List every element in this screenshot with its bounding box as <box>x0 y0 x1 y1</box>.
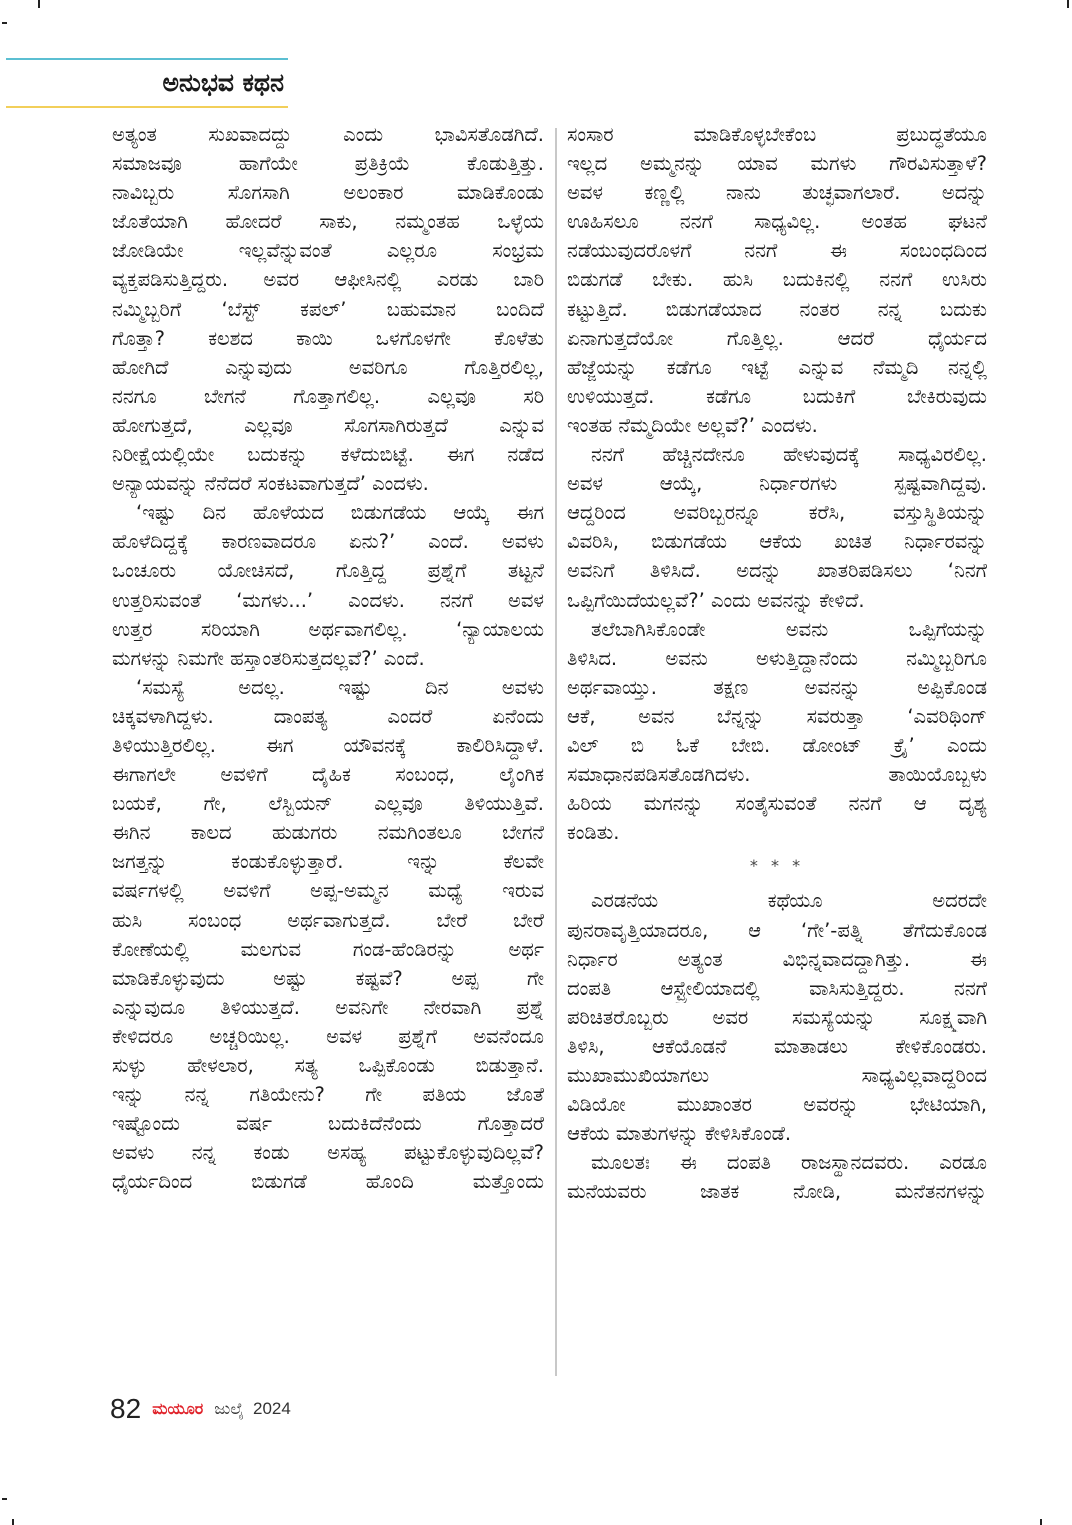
text-line: ‘ಸಮಸ್ಯೆ ಅದಲ್ಲ. ಇಷ್ಟು ದಿನ ಅವಳು <box>136 675 544 699</box>
text-line: ನಡೆಯುವುದರೊಳಗೆ ನನಗೆ ಈ ಸಂಬಂಧದಿಂದ <box>567 239 987 263</box>
text-line: ಅರ್ಥವಾಯ್ತು. ತಕ್ಷಣ ಅವನನ್ನು ಅಪ್ಪಿಕೊಂಡ <box>567 675 987 699</box>
text-line: ಸಮಾಧಾನಪಡಿಸತೊಡಗಿದಳು. ತಾಯಿಯೊಬ್ಬಳು <box>567 763 987 787</box>
section-title: ಅನುಭವ ಕಥನ <box>162 68 284 97</box>
text-line: ಆಕೆ, ಅವನ ಬೆನ್ನನ್ನು ಸವರುತ್ತಾ ‘ಎವರಿಥಿಂಗ್ <box>567 704 987 728</box>
text-line: ಅತ್ಯಂತ ಸುಖವಾದದ್ದು ಎಂದು ಭಾವಿಸತೊಡಗಿದೆ. <box>112 123 544 146</box>
text-line: ಜಗತ್ತನ್ನು ಕಂಡುಕೊಳ್ಳುತ್ತಾರೆ. ಇನ್ನು ಕೆಲವೇ <box>112 850 544 874</box>
right-column-part-2 <box>567 886 987 1206</box>
header-rule-top <box>6 58 288 60</box>
page-footer <box>110 1393 291 1425</box>
section-header <box>6 58 288 108</box>
text-line: ಊಹಿಸಲೂ ನನಗೆ ಸಾಧ್ಯವಿಲ್ಲ. ಅಂತಹ ಘಟನೆ <box>567 210 987 234</box>
text-line: ಚಿಕ್ಕವಳಾಗಿದ್ದಳು. ದಾಂಪತ್ಯ ಎಂದರೆ ಏನೆಂದು <box>112 704 544 728</box>
text-line: ಅವಳು ನನ್ನ ಕಂಡು ಅಸಹ್ಯ ಪಟ್ಟುಕೊಳ್ಳುವುದಿಲ್ಲವೆ? <box>112 1141 544 1165</box>
text-line: ಕಂಡಿತು. <box>567 821 620 845</box>
text-line: ಇನ್ನು ನನ್ನ ಗತಿಯೇನು? ಗೇ ಪತಿಯ ಜೊತೆ <box>112 1083 544 1107</box>
text-line: ಉತ್ತರಿಸುವಂತೆ ‘ಮಗಳು...’ ಎಂದಳು. ನನಗೆ ಅವಳ <box>112 588 544 612</box>
text-line: ಇಂತಹ ನೆಮ್ಮದಿಯೇ ಅಲ್ಲವೆ?’ ಎಂದಳು. <box>567 413 818 437</box>
right-column <box>567 120 987 1206</box>
magazine-name: ಮಯೂರ <box>152 1399 204 1418</box>
text-line: ಮುಖಾಮುಖಿಯಾಗಲು ಸಾಧ್ಯವಿಲ್ಲವಾದ್ದರಿಂದ <box>567 1064 987 1087</box>
text-line: ಮಗಳನ್ನು ನಿಮಗೇ ಹಸ್ತಾಂತರಿಸುತ್ತದಲ್ಲವೆ?’ ಎಂದೆ. <box>112 646 425 670</box>
column-divider <box>555 128 557 1376</box>
text-line: ಮೂಲತಃ ಈ ದಂಪತಿ ರಾಜಸ್ಥಾನದವರು. ಎರಡೂ <box>591 1151 987 1175</box>
text-line: ಕೋಣೆಯಲ್ಲಿ ಮಲಗುವ ಗಂಡ-ಹೆಂಡಿರನ್ನು ಅರ್ಥ <box>112 937 544 961</box>
text-line: ‘ಇಷ್ಟು ದಿನ ಹೊಳೆಯದ ಬಿಡುಗಡೆಯ ಆಯ್ಕೆ ಈಗ <box>136 501 544 525</box>
text-line: ಅವಳ ಕಣ್ಣಲ್ಲಿ ನಾನು ತುಚ್ಛವಾಗಲಾರೆ. ಅದನ್ನು <box>567 181 987 205</box>
text-line: ಸಮಾಜವೂ ಹಾಗೆಯೇ ಪ್ರತಿಕ್ರಿಯೆ ಕೊಡುತ್ತಿತ್ತು. <box>112 152 544 176</box>
text-line: ವಿಲ್ ಬಿ ಓಕೆ ಬೇಬಿ. ಡೋಂಟ್ ಕ್ರೈ’ ಎಂದು <box>567 733 987 757</box>
text-line: ಜೊತೆಯಾಗಿ ಹೋದರೆ ಸಾಕು, ನಮ್ಮಂತಹ ಒಳ್ಳೆಯ <box>112 210 544 234</box>
text-line: ವಿವರಿಸಿ, ಬಿಡುಗಡೆಯ ಆಕೆಯ ಖಚಿತ ನಿರ್ಧಾರವನ್ನು <box>567 530 987 554</box>
text-line: ಜೋಡಿಯೇ ಇಲ್ಲವೆನ್ನುವಂತೆ ಎಲ್ಲರೂ ಸಂಭ್ರಮ <box>112 239 544 263</box>
crop-mark <box>1067 0 1069 8</box>
text-line: ಹೋಗಿದೆ ಎನ್ನುವುದು ಅವರಿಗೂ ಗೊತ್ತಿರಲಿಲ್ಲ, <box>112 355 544 379</box>
left-column <box>112 120 544 1196</box>
text-line: ಕೇಳಿದರೂ ಅಚ್ಚರಿಯಿಲ್ಲ. ಅವಳ ಪ್ರಶ್ನೆಗೆ ಅವನೆಂದೂ <box>112 1024 544 1048</box>
text-line: ಹೆಜ್ಜೆಯನ್ನು ಕಡೆಗೂ ಇಟ್ಟೆ ಎನ್ನುವ ನೆಮ್ಮದಿ ನನ್ನಲ್ಲಿ <box>567 355 987 379</box>
text-line: ಉಳಿಯುತ್ತದೆ. ಕಡೆಗೂ ಬದುಕಿಗೆ ಬೇಕಿರುವುದು <box>567 384 987 408</box>
text-line: ಉತ್ತರ ಸರಿಯಾಗಿ ಅರ್ಥವಾಗಲಿಲ್ಲ. ‘ನ್ಯಾಯಾಲಯ <box>112 617 544 641</box>
text-line: ನಿರ್ಧಾರ ಅತ್ಯಂತ ವಿಭಿನ್ನವಾದದ್ದಾಗಿತ್ತು. ಈ <box>567 947 987 971</box>
crop-mark <box>1040 1519 1042 1525</box>
text-line: ಅವಳ ಆಯ್ಕೆ, ನಿರ್ಧಾರಗಳು ಸ್ಪಷ್ಟವಾಗಿದ್ದವು. <box>567 472 987 496</box>
text-line: ಆದ್ದರಿಂದ ಅವರಿಬ್ಬರನ್ನೂ ಕರೆಸಿ, ವಸ್ತುಸ್ಥಿತಿಯನ್ನು <box>567 501 987 525</box>
text-line: ಬಯಕೆ, ಗೇ, ಲೆಸ್ಬಿಯನ್ ಎಲ್ಲವೂ ತಿಳಿಯುತ್ತಿವೆ. <box>112 792 544 816</box>
text-line: ಬಿಡುಗಡೆ ಬೇಕು. ಹುಸಿ ಬದುಕಿನಲ್ಲಿ ನನಗೆ ಉಸಿರು <box>567 268 987 292</box>
text-line: ಧೈರ್ಯದಿಂದ ಬಿಡುಗಡೆ ಹೊಂದಿ ಮತ್ತೊಂದು <box>112 1170 544 1194</box>
text-line: ವ್ಯಕ್ತಪಡಿಸುತ್ತಿದ್ದರು. ಅವರ ಆಫೀಸಿನಲ್ಲಿ ಎರಡು ಬಾರಿ <box>112 268 544 292</box>
text-line: ಎನ್ನುವುದೂ ತಿಳಿಯುತ್ತದೆ. ಅವನಿಗೇ ನೇರವಾಗಿ ಪ್ರಶ್ನೆ <box>112 995 544 1019</box>
text-line: ಕಟ್ಟುತ್ತಿದೆ. ಬಿಡುಗಡೆಯಾದ ನಂತರ ನನ್ನ ಬದುಕು <box>567 297 987 321</box>
text-line: ವಿಡಿಯೋ ಮುಖಾಂತರ ಅವರನ್ನು ಭೇಟಿಯಾಗಿ, <box>567 1093 987 1117</box>
right-column-part-1 <box>567 120 987 847</box>
text-line: ತಿಳಿಸಿದ. ಅವನು ಅಳುತ್ತಿದ್ದಾನೆಂದು ನಮ್ಮಿಬ್ಬರಿಗೂ <box>567 646 987 670</box>
text-line: ಆಕೆಯ ಮಾತುಗಳನ್ನು ಕೇಳಿಸಿಕೊಂಡೆ. <box>567 1122 792 1146</box>
text-line: ಹಿರಿಯ ಮಗನನ್ನು ಸಂತೈಸುವಂತೆ ನನಗೆ ಆ ದೃಶ್ಯ <box>567 792 987 816</box>
text-line: ತಿಳಿಸಿ, ಆಕೆಯೊಡನೆ ಮಾತಾಡಲು ಕೇಳಿಕೊಂಡರು. <box>567 1034 987 1058</box>
text-line: ವರ್ಷಗಳಲ್ಲಿ ಅವಳಿಗೆ ಅಪ್ಪ-ಅಮ್ಮನ ಮಧ್ಯೆ ಇರುವ <box>112 879 544 903</box>
text-line: ಹೋಗುತ್ತದೆ, ಎಲ್ಲವೂ ಸೊಗಸಾಗಿರುತ್ತದೆ ಎನ್ನುವ <box>112 413 544 437</box>
text-line: ಅನ್ಯಾಯವನ್ನು ನೆನೆದರೆ ಸಂಕಟವಾಗುತ್ತದೆ’ ಎಂದಳು. <box>112 472 429 496</box>
text-line: ನಮ್ಮಿಬ್ಬರಿಗೆ ‘ಬೆಸ್ಟ್ ಕಪಲ್’ ಬಹುಮಾನ ಬಂದಿದೆ <box>112 297 544 321</box>
text-line: ಒಪ್ಪಿಗೆಯಿದೆಯಲ್ಲವೆ?’ ಎಂದು ಅವನನ್ನು ಕೇಳಿದೆ. <box>567 588 865 612</box>
text-line: ಈಗಾಗಲೇ ಅವಳಿಗೆ ದೈಹಿಕ ಸಂಬಂಧ, ಲೈಂಗಿಕ <box>112 763 544 787</box>
issue-month: ಜುಲೈ <box>214 1399 244 1418</box>
text-line: ದಂಪತಿ ಆಸ್ಟ್ರೇಲಿಯಾದಲ್ಲಿ ವಾಸಿಸುತ್ತಿದ್ದರು. ನನಗೆ <box>567 976 987 1000</box>
text-line: ಮನೆಯವರು ಜಾತಕ ನೋಡಿ, ಮನೆತನಗಳನ್ನು <box>567 1180 987 1204</box>
text-line: ಗೊತ್ತಾ? ಕಲಶದ ಕಾಯಿ ಒಳಗೊಳಗೇ ಕೊಳೆತು <box>112 326 544 350</box>
text-line: ಹೊಳೆದಿದ್ದಕ್ಕೆ ಕಾರಣವಾದರೂ ಏನು?’ ಎಂದೆ. ಅವಳು <box>112 530 544 554</box>
header-rule-bottom <box>6 106 288 108</box>
text-line: ಸಂಸಾರ ಮಾಡಿಕೊಳ್ಳಬೇಕೆಂಬ ಪ್ರಬುದ್ಧತೆಯೂ <box>567 123 987 146</box>
text-line: ಏನಾಗುತ್ತದೆಯೋ ಗೊತ್ತಿಲ್ಲ. ಆದರೆ ಧೈರ್ಯದ <box>567 326 987 350</box>
text-line: ತಲೆಬಾಗಿಸಿಕೊಂಡೇ ಅವನು ಒಪ್ಪಿಗೆಯನ್ನು <box>591 617 987 641</box>
text-line: ಮಾಡಿಕೊಳ್ಳುವುದು ಅಷ್ಟು ಕಷ್ಟವೆ? ಅಪ್ಪ ಗೇ <box>112 966 544 990</box>
text-line: ಹುಸಿ ಸಂಬಂಧ ಅರ್ಥವಾಗುತ್ತದೆ. ಬೇರೆ ಬೇರೆ <box>112 908 544 932</box>
text-line: ಇಷ್ಟೊಂದು ವರ್ಷ ಬದುಕಿದೆನೆಂದು ಗೊತ್ತಾದರೆ <box>112 1112 544 1136</box>
text-line: ನಿರೀಕ್ಷೆಯಲ್ಲಿಯೇ ಬದುಕನ್ನು ಕಳೆದುಬಿಟ್ಟೆ. ಈಗ ನಡೆದ <box>112 443 544 467</box>
text-line: ಪುನರಾವೃತ್ತಿಯಾದರೂ, ಆ ‘ಗೇ’-ಪತ್ನಿ ತೆಗೆದುಕೊಂಡ <box>567 918 987 942</box>
text-line: ನಾವಿಬ್ಬರು ಸೊಗಸಾಗಿ ಅಲಂಕಾರ ಮಾಡಿಕೊಂಡು <box>112 181 544 205</box>
text-line: ಸುಳ್ಳು ಹೇಳಲಾರ, ಸತ್ಯ ಒಪ್ಪಿಕೊಂಡು ಬಿಡುತ್ತಾನೆ. <box>112 1054 544 1077</box>
text-line: ಅವನಿಗೆ ತಿಳಿಸಿದೆ. ಅದನ್ನು ಖಾತರಿಪಡಿಸಲು ‘ನಿನಗೆ <box>567 559 987 583</box>
text-line: ಈಗಿನ ಕಾಲದ ಹುಡುಗರು ನಮಗಿಂತಲೂ ಬೇಗನೆ <box>112 821 544 845</box>
crop-mark <box>38 0 40 8</box>
issue-year: 2024 <box>253 1399 291 1418</box>
page-number: 82 <box>110 1393 142 1424</box>
text-line: ನನಗೆ ಹೆಚ್ಚಿನದೇನೂ ಹೇಳುವುದಕ್ಕೆ ಸಾಧ್ಯವಿರಲಿಲ್ಲ. <box>591 443 987 467</box>
text-line: ನನಗೂ ಬೇಗನೆ ಗೊತ್ತಾಗಲಿಲ್ಲ. ಎಲ್ಲವೂ ಸರಿ <box>112 384 544 408</box>
text-line: ಇಲ್ಲದ ಅಮ್ಮನನ್ನು ಯಾವ ಮಗಳು ಗೌರವಿಸುತ್ತಾಳೆ? <box>567 152 987 176</box>
crop-mark <box>2 1498 7 1500</box>
text-line: ಎರಡನೆಯ ಕಥೆಯೂ ಅದರದೇ <box>591 889 987 913</box>
text-line: ತಿಳಿಯುತ್ತಿರಲಿಲ್ಲ. ಈಗ ಯೌವನಕ್ಕೆ ಕಾಲಿರಿಸಿದ್ದಾಳೆ. <box>112 733 544 757</box>
text-line: ಒಂಚೂರು ಯೋಚಿಸದೆ, ಗೊತ್ತಿದ್ದ ಪ್ರಶ್ನೆಗೆ ತಟ್ಟನೆ <box>112 559 544 583</box>
text-line: ಪರಿಚಿತರೊಬ್ಬರು ಅವರ ಸಮಸ್ಯೆಯನ್ನು ಸೂಕ್ಷ್ಮವಾಗಿ <box>567 1005 987 1029</box>
section-break: * * * <box>749 856 805 876</box>
crop-mark <box>12 1519 14 1525</box>
crop-mark <box>2 22 7 24</box>
